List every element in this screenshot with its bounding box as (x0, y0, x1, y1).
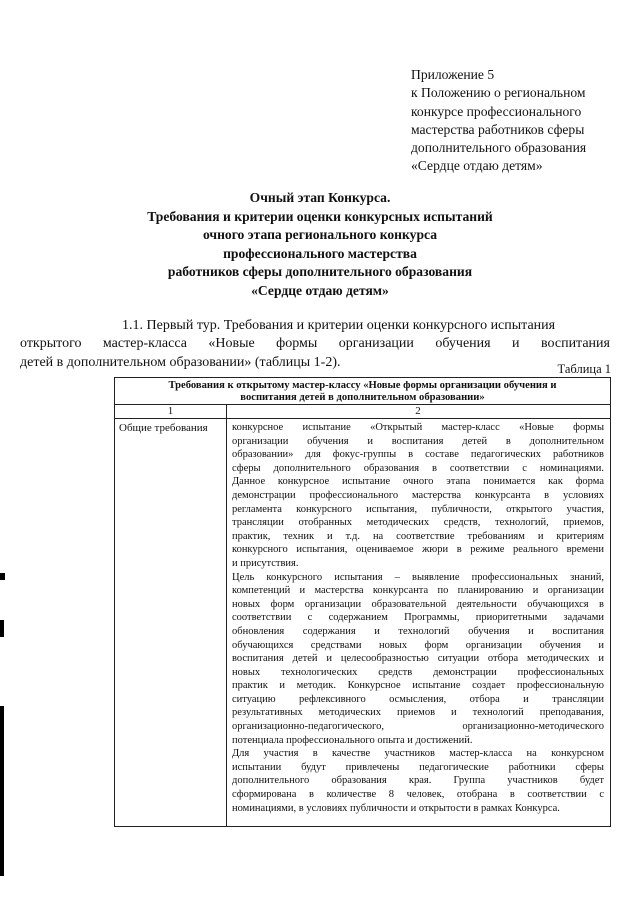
content-line: новых форм организации образовательной деятельности обучающихся в (232, 598, 604, 610)
column-number: 2 (415, 405, 421, 417)
content-line: компетенций и мастерства конкурсанта по планированию и организации (232, 585, 604, 597)
attachment-line: дополнительного образования (411, 140, 587, 156)
content-line: образовании» для фокус-группы в составе педагогических работников (232, 449, 604, 461)
column-divider (226, 405, 227, 826)
intro-line: 1.1. Первый тур. Требования и критерии оценки конкурсного испытания (122, 318, 556, 333)
content-line: соответствии с содержанием Программы, приоритетными задачами (232, 612, 604, 624)
title-line: профессионального мастерства (223, 245, 417, 261)
table-header (115, 378, 610, 405)
column-numbers-row (115, 405, 610, 419)
content-line: практик, техник и т.д. на соответствие требованиям и критериям (232, 530, 604, 542)
scan-artifact (0, 573, 5, 580)
row-label-cell: Общие требования (119, 422, 208, 434)
table-caption: Таблица 1 (557, 362, 611, 376)
content-line: организации обучения и воспитания детей в дополнительном (232, 435, 604, 447)
content-line: номинациями, в условиях публичности и открытости в рамках Конкурса. (232, 802, 560, 814)
attachment-line: Приложение 5 (411, 67, 495, 82)
document-title (110, 189, 530, 301)
content-line: трансляции отобранных методических средств, технологий, приемов, (232, 517, 604, 529)
attachment-line: к Положению о региональном (411, 85, 586, 101)
requirements-table (114, 377, 611, 827)
content-line: дополнительного образования края. Группа участников будет (232, 775, 604, 787)
content-line: организационно-педагогического, организационно-методического (232, 721, 604, 733)
content-line: Цель конкурсного испытания – выявление профессиональных знаний, (232, 571, 604, 583)
content-line: Для участия в качестве участников мастер-класса на конкурсном (232, 748, 604, 760)
content-line: сформирована в количестве 8 человек, отобрана в соответствии с (232, 789, 604, 801)
content-line: ситуацию рефлексивного осмысления, отбора и трансляции (232, 693, 604, 705)
row-content-cell (232, 421, 604, 815)
content-line: и присутствия. (232, 557, 299, 569)
content-line: потенциала профессионального опыта и достижений. (232, 734, 473, 746)
title-line: Очный этап Конкурса. (249, 190, 391, 205)
content-line: регламента конкурсного испытания, публичности, открытого участия, (232, 503, 604, 515)
content-line: воспитания детей и целесообразностью ситуации отбора методических и (232, 653, 604, 665)
scan-artifact (0, 620, 4, 637)
content-line: практик и методик. Конкурсное испытание создает профессиональную (232, 680, 604, 692)
content-line: конкурсное испытание «Открытый мастер-класс «Новые формы (232, 422, 604, 433)
content-line: конкурсного испытания, оцениваемое жюри в режиме реального времени (232, 544, 604, 556)
content-line: Данное конкурсное испытание очного этапа понимается как форма (232, 476, 604, 488)
content-line: новых технологических средств демонстрации профессиональных (232, 666, 604, 678)
content-line: испытании будут привлечены педагогические работники сферы (232, 761, 604, 773)
content-line: сферы дополнительного образования в соответствии с номинациями. (232, 462, 604, 474)
attachment-note (411, 66, 631, 176)
scan-artifact (0, 706, 4, 876)
content-line: обновления содержания и технологий обучения и воспитания (232, 625, 604, 637)
title-line: Требования и критерии оценки конкурсных испытаний (147, 208, 493, 224)
content-line: результативных методических приемов и технологий преподавания, (232, 707, 604, 719)
content-line: демонстрации профессионального мастерства конкурсанта в условиях (232, 489, 604, 501)
column-number: 1 (167, 405, 174, 417)
intro-line: открытого мастер-класса «Новые формы организации обучения и воспитания (20, 336, 610, 352)
title-line: очного этапа регионального конкурса (202, 227, 438, 243)
attachment-line: конкурсе профессионального (411, 103, 582, 119)
table-header-line: Требования к открытому мастер-классу «Новые формы организации обучения и (168, 380, 557, 391)
attachment-line: мастерства работников сферы (411, 121, 585, 137)
intro-paragraph (20, 317, 610, 372)
intro-line: детей в дополнительном образовании» (таблицы 1-2). (20, 354, 341, 370)
attachment-line: «Сердце отдаю детям» (411, 158, 543, 174)
content-line: обучающихся средствами новых форм организации обучения и (232, 639, 604, 651)
title-line: работников сферы дополнительного образования (167, 264, 473, 280)
title-line: «Сердце отдаю детям» (251, 282, 389, 298)
table-header-line: воспитания детей в дополнительном образовании» (240, 392, 485, 403)
